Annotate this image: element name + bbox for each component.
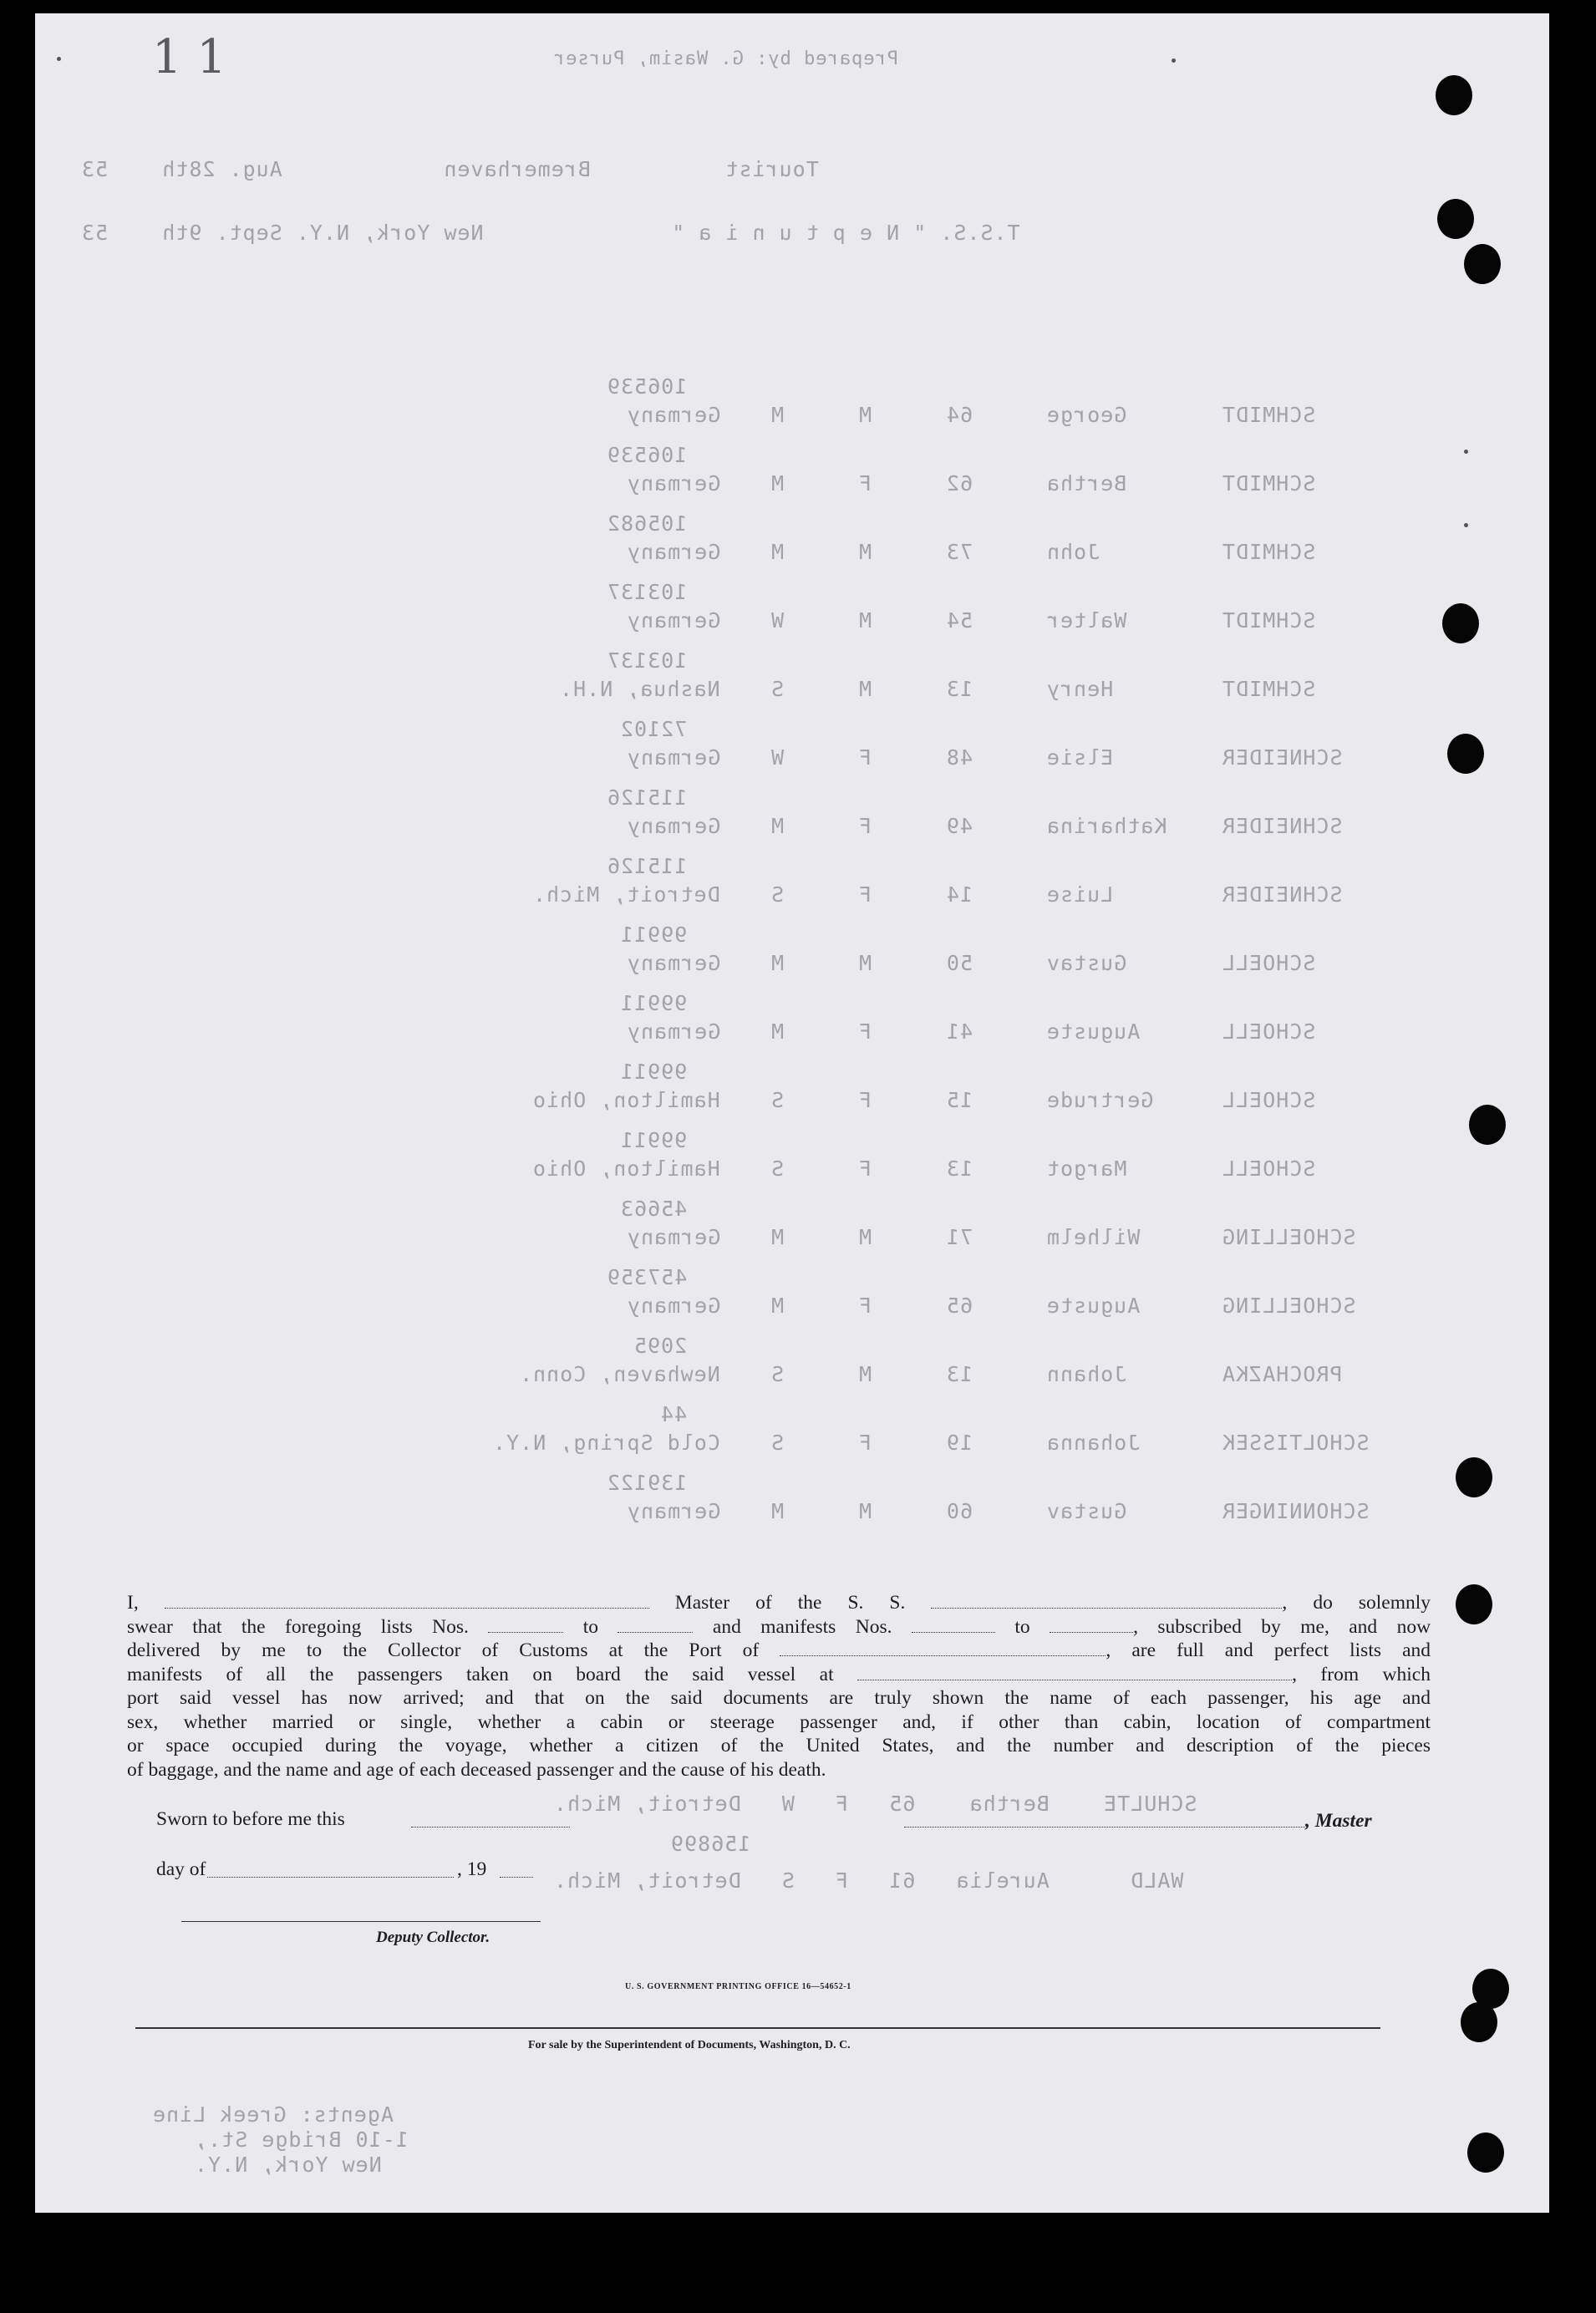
- bleed-cell-first: Gustav: [1046, 951, 1127, 975]
- bleed-cell-num: 45663: [619, 1197, 687, 1221]
- bleed-cell-name: SCHMIDT: [1222, 403, 1316, 427]
- bleed-cell-place: Germany: [626, 1225, 720, 1249]
- oath-taken-on-board: manifests of all the passengers taken on board the said vessel at: [127, 1663, 834, 1685]
- bleed-cell-num: 99911: [619, 991, 687, 1015]
- bleed-cell-age: 60: [946, 1499, 973, 1523]
- bleed-cell-sex: F: [858, 745, 872, 770]
- oath-line-7: or space occupied during the voyage, whether a citizen of the United States, and the number and description of the pieces: [127, 1735, 1431, 1756]
- port-blank: [780, 1640, 1106, 1656]
- bleed-ship-line: T.S.S. " N e p t u n i a " New York, N.Y. Sept. 9th 53: [81, 221, 1020, 245]
- bleed-cell-name: SCHOELL: [1222, 1019, 1316, 1044]
- bleed-cell-place: Nashua, N.H.: [559, 677, 720, 701]
- bleed-cell-first: Gustav: [1046, 1499, 1127, 1523]
- bleed-cell-name: SCHOELLING: [1222, 1294, 1356, 1318]
- bleed-cell-ms: S: [770, 1088, 785, 1112]
- bleed-cell-first: Margot: [1046, 1156, 1127, 1181]
- bleed-cell-ms: S: [770, 677, 785, 701]
- bleed-cell-place: Germany: [626, 608, 720, 633]
- bleed-cell-sex: F: [858, 814, 872, 838]
- binding-hole: [1467, 2133, 1504, 2173]
- binding-hole: [1436, 75, 1472, 115]
- paper-speck: [1464, 450, 1468, 454]
- bleed-cell-ms: M: [770, 814, 785, 838]
- bleed-cell-ms: M: [770, 1019, 785, 1044]
- bleed-cell-num: 103137: [606, 648, 687, 673]
- list-to-blank: [618, 1617, 693, 1633]
- bleed-cell-ms: M: [770, 540, 785, 564]
- bleed-cell-num: 115126: [606, 854, 687, 878]
- bleed-cell-num: 99911: [619, 1060, 687, 1084]
- bleed-cell-age: 13: [946, 1156, 973, 1181]
- bleed-cell-sex: F: [858, 1156, 872, 1181]
- bleed-cell-age: 13: [946, 1362, 973, 1386]
- bleed-cell-name: SCHMIDT: [1222, 540, 1316, 564]
- manifest-to-blank: [1050, 1617, 1133, 1633]
- bleed-cell-sex: M: [858, 1362, 872, 1386]
- bleed-cell-num: 99911: [619, 923, 687, 947]
- bleed-cell-first: Katharina: [1046, 814, 1167, 838]
- bleed-cell-place: Germany: [626, 1019, 720, 1044]
- bleed-cell-name: SCHOELLING: [1222, 1225, 1356, 1249]
- oath-solemnly: , do solemnly: [1282, 1592, 1431, 1614]
- bleed-cell-sex: F: [858, 1088, 872, 1112]
- oath-line-8: of baggage, and the name and age of each deceased passenger and the cause of his death.: [127, 1758, 826, 1781]
- bleed-cell-sex: F: [858, 1294, 872, 1318]
- bleed-cell-num: 99911: [619, 1128, 687, 1152]
- sworn-date-blank: [411, 1827, 570, 1828]
- bleed-cell-place: Germany: [626, 814, 720, 838]
- bleed-tail-2: 156899: [670, 1832, 751, 1856]
- printing-office-note: U. S. GOVERNMENT PRINTING OFFICE 16—54652-1: [625, 1982, 851, 1991]
- oath-master-of: Master of the S. S.: [674, 1592, 906, 1614]
- binding-hole: [1464, 244, 1501, 284]
- binding-hole: [1447, 734, 1484, 774]
- bleed-cell-sex: F: [858, 1019, 872, 1044]
- bleed-cell-num: 106539: [606, 443, 687, 467]
- bleed-cell-num: 106539: [606, 374, 687, 399]
- bleed-tail-3: WALD Aurelia 61 F S Detroit, Mich.: [553, 1868, 1184, 1893]
- master-signature-blank: [904, 1827, 1305, 1828]
- bleed-cell-place: Hamilton, Ohio: [532, 1088, 720, 1112]
- vessel-name-blank: [931, 1593, 1282, 1609]
- bleed-cell-place: Newhaven, Conn.: [519, 1362, 720, 1386]
- bleed-agents-1: Agents: Greek Line: [152, 2102, 394, 2127]
- bleed-cell-first: Auguste: [1046, 1019, 1141, 1044]
- bleed-agents-3: New York, N.Y.: [194, 2153, 382, 2177]
- bleed-cell-sex: M: [858, 1225, 872, 1249]
- bleed-cell-age: 71: [946, 1225, 973, 1249]
- bleed-cell-first: George: [1046, 403, 1127, 427]
- bleed-cell-num: 457359: [606, 1265, 687, 1289]
- bleed-cell-first: Henry: [1046, 677, 1114, 701]
- oath-from-which: , from which: [1292, 1663, 1431, 1685]
- bleed-cell-ms: M: [770, 471, 785, 496]
- footer-rule: [135, 2027, 1380, 2029]
- bleed-cell-num: 115126: [606, 785, 687, 810]
- oath-port-of: delivered by me to the Collector of Customs at the Port of: [127, 1639, 760, 1661]
- bleed-cell-age: 54: [946, 608, 973, 633]
- binding-hole: [1456, 1457, 1492, 1497]
- bleed-cell-ms: W: [770, 608, 785, 633]
- bleed-cell-sex: M: [858, 608, 872, 633]
- bleed-cell-age: 48: [946, 745, 973, 770]
- oath-line-6: sex, whether married or single, whether a cabin or steerage passenger and, if other than cabin, location of compartment: [127, 1711, 1431, 1733]
- day-of-blank: [207, 1877, 454, 1878]
- bleed-cell-age: 19: [946, 1431, 973, 1455]
- bleed-cell-age: 49: [946, 814, 973, 838]
- bleed-cell-age: 13: [946, 677, 973, 701]
- binding-hole: [1442, 603, 1479, 643]
- departure-port-blank: [857, 1665, 1292, 1680]
- bleed-cell-sex: M: [858, 403, 872, 427]
- oath-i: I,: [127, 1592, 139, 1614]
- bleed-cell-ms: M: [770, 1225, 785, 1249]
- binding-hole: [1437, 199, 1474, 239]
- bleed-cell-name: SCHOLTISSEK: [1222, 1431, 1370, 1455]
- bleed-cell-age: 15: [946, 1088, 973, 1112]
- bleed-cell-num: 105682: [606, 511, 687, 536]
- bleed-cell-place: Germany: [626, 403, 720, 427]
- bleed-cell-first: John: [1046, 540, 1100, 564]
- bleed-cell-first: Auguste: [1046, 1294, 1141, 1318]
- bleed-cell-sex: M: [858, 677, 872, 701]
- oath-full-perfect: , are full and perfect lists and: [1106, 1639, 1431, 1661]
- master-oath: [127, 1591, 1431, 1782]
- oath-to-1: to: [582, 1615, 599, 1638]
- bleed-cell-num: 44: [659, 1402, 687, 1426]
- day-of-label: day of: [156, 1858, 206, 1880]
- paper-speck: [1464, 523, 1468, 527]
- bleed-cell-num: 2095: [633, 1334, 687, 1358]
- bleed-cell-name: SCHOELL: [1222, 1156, 1316, 1181]
- bleed-cell-first: Johann: [1046, 1362, 1127, 1386]
- bleed-cell-place: Germany: [626, 1499, 720, 1523]
- bleed-cell-place: Germany: [626, 471, 720, 496]
- bleed-cell-name: SCHNEIDER: [1222, 814, 1343, 838]
- bleed-cell-first: Walter: [1046, 608, 1127, 633]
- bleed-cell-sex: F: [858, 471, 872, 496]
- bleed-cell-place: Cold Spring, N.Y.: [492, 1431, 720, 1455]
- binding-hole: [1456, 1584, 1492, 1624]
- bleed-cell-age: 62: [946, 471, 973, 496]
- oath-to-2: to: [1014, 1615, 1030, 1638]
- bleed-cell-age: 50: [946, 951, 973, 975]
- bleed-cell-age: 65: [946, 1294, 973, 1318]
- bleed-cell-name: SCHMIDT: [1222, 608, 1316, 633]
- bleed-cell-age: 14: [946, 882, 973, 907]
- bleed-cell-name: SCHMIDT: [1222, 471, 1316, 496]
- bleed-cell-first: Luise: [1046, 882, 1114, 907]
- bleed-cell-sex: M: [858, 951, 872, 975]
- bleed-cell-ms: M: [770, 403, 785, 427]
- deputy-collector-line: [181, 1921, 541, 1922]
- bleed-cell-sex: M: [858, 540, 872, 564]
- handwritten-mark: 1 1: [152, 30, 227, 84]
- bleed-cell-place: Germany: [626, 745, 720, 770]
- bleed-cell-ms: S: [770, 1156, 785, 1181]
- bleed-class-line: Tourist Bremerhaven Aug. 28th 53: [81, 157, 819, 181]
- bleed-cell-name: PROCHAZKA: [1222, 1362, 1343, 1386]
- bleed-cell-num: 72102: [619, 717, 687, 741]
- bleed-tail-1: SCHULTE Bertha 65 F W Detroit, Mich.: [553, 1792, 1197, 1816]
- bleed-cell-name: SCHOELL: [1222, 1088, 1316, 1112]
- binding-hole: [1469, 1105, 1506, 1145]
- bleed-cell-ms: S: [770, 1362, 785, 1386]
- bleed-cell-num: 139122: [606, 1471, 687, 1495]
- master-label: , Master: [1305, 1810, 1372, 1832]
- paper-speck: [57, 57, 61, 61]
- bleed-agents-2: 1-10 Bridge St.,: [194, 2127, 409, 2152]
- bleed-cell-name: SCHNEIDER: [1222, 882, 1343, 907]
- binding-hole: [1461, 2002, 1497, 2042]
- bleed-cell-ms: M: [770, 951, 785, 975]
- oath-manifests-nos: and manifests Nos.: [712, 1615, 892, 1638]
- bleed-cell-name: SCHONNINGER: [1222, 1499, 1370, 1523]
- bleed-cell-first: Wilhelm: [1046, 1225, 1141, 1249]
- bleed-cell-num: 103137: [606, 580, 687, 604]
- bleed-prepared: Prepared by: G. Wasim, Purser: [553, 48, 899, 69]
- manifest-from-blank: [912, 1617, 995, 1633]
- bleed-cell-sex: M: [858, 1499, 872, 1523]
- bleed-cell-age: 64: [946, 403, 973, 427]
- bleed-cell-first: Gertrude: [1046, 1088, 1154, 1112]
- bleed-cell-first: Johanna: [1046, 1431, 1141, 1455]
- bleed-cell-age: 73: [946, 540, 973, 564]
- bleed-cell-place: Hamilton, Ohio: [532, 1156, 720, 1181]
- for-sale-note: For sale by the Superintendent of Documents, Washington, D. C.: [528, 2039, 851, 2051]
- bleed-cell-place: Germany: [626, 540, 720, 564]
- bleed-cell-ms: M: [770, 1294, 785, 1318]
- bleed-cell-sex: F: [858, 1431, 872, 1455]
- bleed-cell-ms: W: [770, 745, 785, 770]
- oath-line-5: port said vessel has now arrived; and that on the said documents are truly shown the name of each passenger, his age and: [127, 1687, 1431, 1709]
- bleed-cell-first: Bertha: [1046, 471, 1127, 496]
- bleed-cell-name: SCHOELL: [1222, 951, 1316, 975]
- bleed-cell-ms: S: [770, 1431, 785, 1455]
- oath-subscribed: , subscribed by me, and now: [1133, 1615, 1431, 1638]
- sworn-label: Sworn to before me this: [156, 1808, 345, 1830]
- list-from-blank: [488, 1617, 563, 1633]
- year-blank: [500, 1877, 533, 1878]
- bleed-cell-place: Germany: [626, 951, 720, 975]
- oath-lists-nos: swear that the foregoing lists Nos.: [127, 1615, 469, 1638]
- bleed-cell-sex: F: [858, 882, 872, 907]
- bleed-cell-name: SCHMIDT: [1222, 677, 1316, 701]
- bleed-cell-place: Detroit, Mich.: [532, 882, 720, 907]
- bleed-cell-ms: M: [770, 1499, 785, 1523]
- master-name-blank: [165, 1593, 649, 1609]
- bleed-cell-ms: S: [770, 882, 785, 907]
- manifest-page: [35, 13, 1549, 2213]
- bleed-cell-age: 41: [946, 1019, 973, 1044]
- bleed-cell-name: SCHNEIDER: [1222, 745, 1343, 770]
- deputy-collector-label: Deputy Collector.: [376, 1929, 490, 1946]
- year-label: , 19: [457, 1858, 487, 1880]
- paper-speck: [1172, 58, 1176, 63]
- bleed-cell-first: Elsie: [1046, 745, 1114, 770]
- bleed-cell-place: Germany: [626, 1294, 720, 1318]
